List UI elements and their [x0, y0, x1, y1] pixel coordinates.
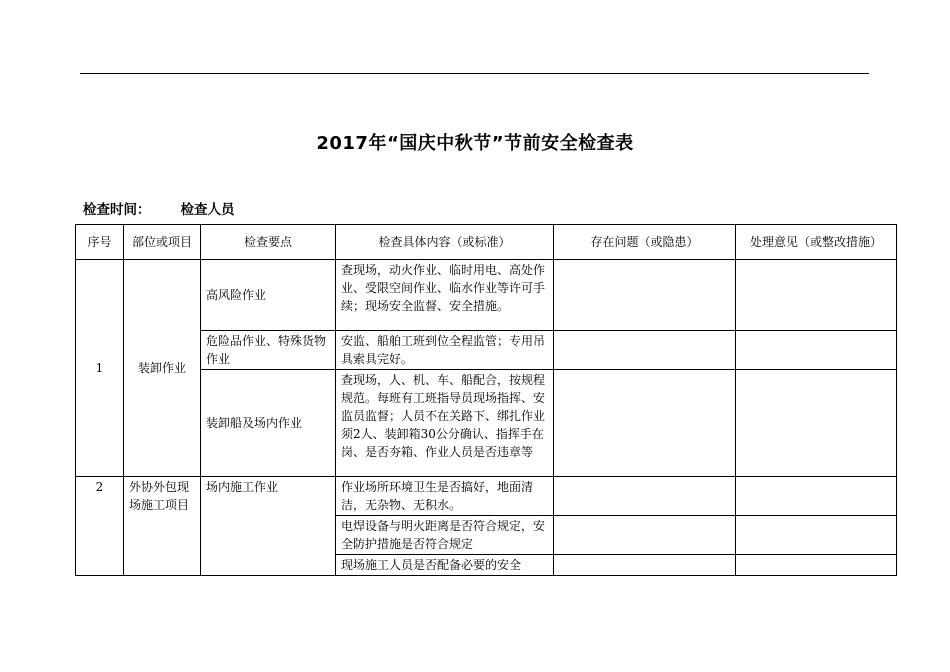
header-rule — [80, 73, 869, 74]
cell-handling[interactable] — [736, 516, 897, 555]
cell-content: 作业场所环境卫生是否搞好，地面清洁，无杂物、无积水。 — [336, 477, 554, 516]
cell-content: 现场施工人员是否配备必要的安全 — [336, 555, 554, 576]
inspection-table — [75, 224, 897, 576]
cell-issue[interactable] — [554, 555, 736, 576]
cell-issue[interactable] — [554, 260, 736, 331]
inspection-meta — [83, 198, 235, 218]
table-row — [76, 260, 897, 331]
cell-handling[interactable] — [736, 331, 897, 370]
header-dept: 部位或项目 — [124, 225, 201, 260]
cell-handling[interactable] — [736, 370, 897, 477]
cell-seq: 2 — [76, 477, 124, 576]
cell-seq: 1 — [76, 260, 124, 477]
cell-issue[interactable] — [554, 331, 736, 370]
cell-content: 安监、船舶工班到位全程监管；专用吊具索具完好。 — [336, 331, 554, 370]
cell-issue[interactable] — [554, 516, 736, 555]
cell-issue[interactable] — [554, 477, 736, 516]
cell-point: 高风险作业 — [201, 260, 336, 331]
header-seq: 序号 — [76, 225, 124, 260]
header-handling: 处理意见（或整改措施） — [736, 225, 897, 260]
cell-handling[interactable] — [736, 260, 897, 331]
cell-issue[interactable] — [554, 370, 736, 477]
header-content: 检查具体内容（或标准） — [336, 225, 554, 260]
cell-point: 装卸船及场内作业 — [201, 370, 336, 477]
cell-content: 查现场，动火作业、临时用电、高处作业、受限空间作业、临水作业等许可手续；现场安全监督、安全措施。 — [336, 260, 554, 331]
header-point: 检查要点 — [201, 225, 336, 260]
cell-point: 场内施工作业 — [201, 477, 336, 576]
cell-content: 电焊设备与明火距离是否符合规定，安全防护措施是否符合规定 — [336, 516, 554, 555]
table-row — [76, 477, 897, 516]
cell-dept: 外协外包现场施工项目 — [124, 477, 201, 576]
cell-content: 查现场，人、机、车、船配合，按规程规范。每班有工班指导员现场指挥、安监员监督；人员不在关路下、绑扎作业须2人、装卸箱30公分确认、指挥手在岗、是否夯箱、作业人员是否违章等 — [336, 370, 554, 477]
cell-handling[interactable] — [736, 555, 897, 576]
cell-handling[interactable] — [736, 477, 897, 516]
header-issue: 存在问题（或隐患） — [554, 225, 736, 260]
cell-dept: 装卸作业 — [124, 260, 201, 477]
inspector-label: 检查人员 — [180, 202, 235, 218]
table-header-row — [76, 225, 897, 260]
document-title: 2017年“国庆中秋节”节前安全检查表 — [316, 133, 634, 154]
cell-point: 危险品作业、特殊货物作业 — [201, 331, 336, 370]
inspection-time-label: 检查时间： — [83, 202, 151, 218]
